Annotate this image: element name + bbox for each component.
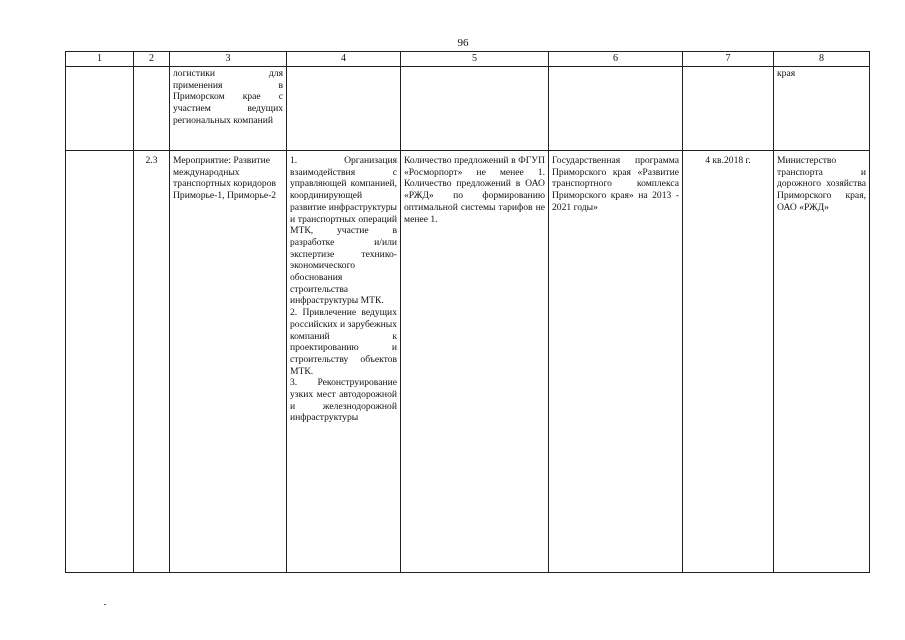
action-item: 3. Реконструирование узких мест автодорожной и железнодорожной инфраструктуры bbox=[290, 377, 397, 424]
column-number: 4 bbox=[287, 52, 401, 67]
action-item: 1. Организация взаимодействия с управляющей компанией, координирующей развитие инфраструктуры и транспортных операций МТК, участие в разработке и/или экспертизе технико-экономического обоснования строительства инфраструктуры МТК. bbox=[290, 155, 397, 307]
table-row-continued bbox=[66, 67, 870, 151]
action-item: 2. Привлечение ведущих российских и зарубежных компаний к проектированию и строительству объектов МТК. bbox=[290, 307, 397, 377]
cell-col5 bbox=[401, 67, 549, 151]
measures-table bbox=[65, 51, 870, 573]
cell-program: Государственная программа Приморского края «Развитие транспортного комплекса Приморского края» на 2013 - 2021 годы» bbox=[549, 151, 683, 573]
column-number: 2 bbox=[134, 52, 170, 67]
cell-col1 bbox=[66, 151, 134, 573]
column-number: 7 bbox=[683, 52, 774, 67]
cell-col7 bbox=[683, 67, 774, 151]
page-number: 96 bbox=[457, 37, 469, 49]
cell-actions bbox=[287, 151, 401, 573]
cell-col4 bbox=[287, 67, 401, 151]
column-number: 8 bbox=[774, 52, 870, 67]
column-number: 1 bbox=[66, 52, 134, 67]
cell-col6 bbox=[549, 67, 683, 151]
cell-measure: Мероприятие: Развитие международных транспортных коридоров Приморье-1, Приморье-2 bbox=[170, 151, 287, 573]
cell-col1 bbox=[66, 67, 134, 151]
column-number-row bbox=[66, 52, 870, 67]
column-number: 6 bbox=[549, 52, 683, 67]
cell-item-number: 2.3 bbox=[134, 151, 170, 573]
cell-deadline: 4 кв.2018 г. bbox=[683, 151, 774, 573]
cell-measure-continued: логистики для применения в Приморском крае с участием ведущих региональных компаний bbox=[170, 67, 287, 151]
cell-responsible-continued: края bbox=[774, 67, 870, 151]
scan-speck bbox=[104, 604, 106, 605]
cell-responsible: Министерство транспорта и дорожного хозяйства Приморского края, ОАО «РЖД» bbox=[774, 151, 870, 573]
cell-indicators: Количество предложений в ФГУП «Росморпорт» не менее 1. Количество предложений в ОАО «РЖД» по формированию оптимальной системы тарифов не менее 1. bbox=[401, 151, 549, 573]
column-number: 3 bbox=[170, 52, 287, 67]
table-row-2-3 bbox=[66, 151, 870, 573]
cell-col2 bbox=[134, 67, 170, 151]
column-number: 5 bbox=[401, 52, 549, 67]
